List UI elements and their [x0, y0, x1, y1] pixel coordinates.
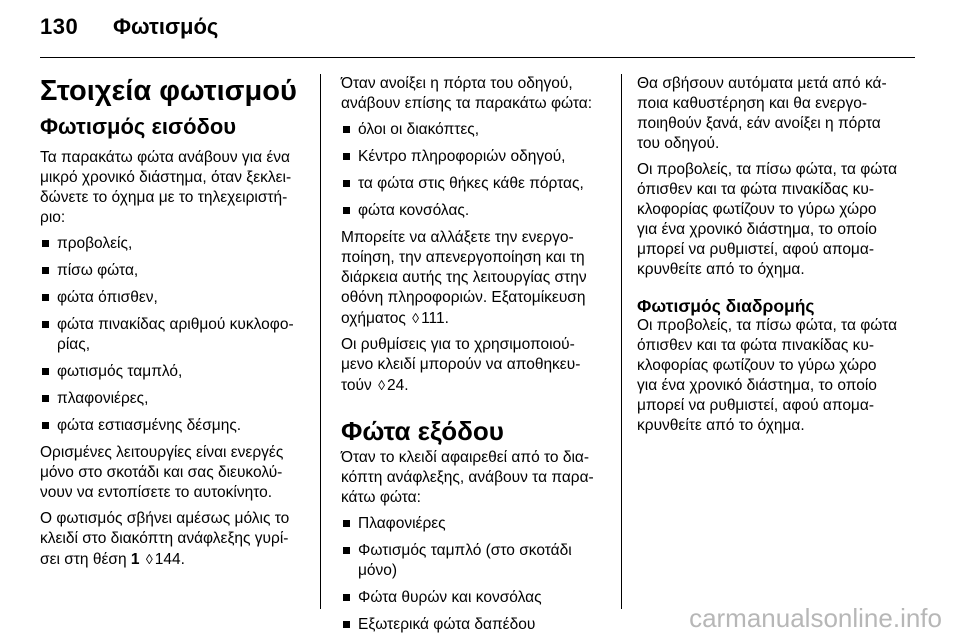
paragraph: Ο φωτισμός σβήνει αμέσως μόλις το κλειδί στο διακόπτη ανάφλεξης γυρί- σει στη θέση 1 ◊ 144. [40, 510, 290, 568]
column-divider [320, 74, 321, 609]
column-2 [341, 74, 603, 642]
list-item: Πλαφονιέρες [341, 514, 603, 534]
page-reference: 24. [386, 377, 409, 394]
bullet-icon [42, 294, 49, 301]
bullet-icon [42, 321, 49, 328]
paragraph: Οι προβολείς, τα πίσω φώτα, τα φώτα όπισθεν και τα φώτα πινακίδας κυ- κλοφορίας φωτίζουν το γύρω χώρο για ένα χρονικό διάστημα, το οποίο μπορεί να ρυθμιστεί, αφού απομα- κρυνθείτε από το όχημα. [637, 317, 898, 434]
subsection-title: Φωτισμός διαδρομής [637, 296, 815, 316]
list-item: Φωτισμός ταμπλό (στο σκοτάδι μόνο) [341, 541, 603, 581]
list-item: προβολείς, [40, 234, 302, 254]
bullet-icon [42, 395, 49, 402]
list-item: φώτα πινακίδας αριθμού κυκλοφο- ρίας, [40, 315, 302, 355]
bullet-icon [343, 621, 350, 628]
running-title: Φωτισμός [113, 14, 219, 39]
paragraph: Όταν το κλειδί αφαιρεθεί από το δια- κόπτη ανάφλεξης, ανάβουν τα παρα- κάτω φώτα: [341, 449, 594, 506]
section-title: Φώτα εξόδου [341, 416, 504, 446]
bullet-icon [343, 207, 350, 214]
list-item: φώτα όπισθεν, [40, 288, 302, 308]
bullet-icon [343, 520, 350, 527]
list-item: τα φώτα στις θήκες κάθε πόρτας, [341, 174, 603, 194]
page-reference: 144. [154, 551, 185, 568]
bullet-icon [42, 422, 49, 429]
paragraph: Θα σβήσουν αυτόματα μετά από κά- ποια καθυστέρηση και θα ενεργο- ποιηθούν ξανά, εάν ανοίξει η πόρτα του οδηγού. [637, 75, 887, 152]
header-rule [40, 57, 915, 58]
paragraph: Οι ρυθμίσεις για το χρησιμοποιού- μενο κλειδί μπορούν να αποθηκευ- τούν ◊ 24. [341, 336, 581, 394]
list-item: Φώτα θυρών και κονσόλας [341, 588, 603, 608]
watermark: carmanualsonline.info [689, 603, 942, 633]
section-title: Στοιχεία φωτισμού [40, 75, 297, 107]
list-item: πλαφονιέρες, [40, 389, 302, 409]
bullet-icon [42, 267, 49, 274]
ignition-position: 1 [130, 551, 140, 568]
list-item: όλοι οι διακόπτες, [341, 120, 603, 140]
column-divider [621, 74, 622, 609]
list-item: πίσω φώτα, [40, 261, 302, 281]
page-reference-icon: ◊ [412, 310, 420, 326]
paragraph: Ορισμένες λειτουργίες είναι ενεργές μόνο στο σκοτάδι και σας διευκολύ- νουν να εντοπίσετε το αυτοκίνητο. [40, 444, 284, 501]
page-reference: 111. [421, 310, 449, 327]
entry-lights-list [40, 234, 302, 436]
door-lights-list [341, 120, 603, 221]
bullet-icon [343, 126, 350, 133]
page-number: 130 [40, 14, 79, 39]
intro-paragraph: Τα παρακάτω φώτα ανάβουν για ένα μικρό χρονικό διάστημα, όταν ξεκλει- δώνετε το όχημα με το τηλεχειριστή- ριο: [40, 149, 292, 226]
bullet-icon [42, 240, 49, 247]
paragraph: Όταν ανοίξει η πόρτα του οδηγού, ανάβουν επίσης τα παρακάτω φώτα: [341, 75, 593, 112]
list-item: φώτα εστιασμένης δέσμης. [40, 416, 302, 436]
bullet-icon [42, 368, 49, 375]
list-item: Εξωτερικά φώτα δαπέδου [341, 615, 603, 635]
exit-lights-list [341, 514, 603, 635]
subsection-title: Φωτισμός εισόδου [40, 114, 237, 139]
page-reference-icon: ◊ [145, 551, 153, 567]
column-3 [637, 74, 905, 442]
bullet-icon [343, 180, 350, 187]
page-reference-icon: ◊ [378, 377, 385, 393]
bullet-icon [343, 547, 350, 554]
paragraph: Οι προβολείς, τα πίσω φώτα, τα φώτα όπισθεν και τα φώτα πινακίδας κυ- κλοφορίας φωτίζουν το γύρω χώρο για ένα χρονικό διάστημα, το οποίο μπορεί να ρυθμιστεί, αφού απομα- κρυνθείτε από το όχημα. [637, 161, 898, 278]
list-item: φωτισμός ταμπλό, [40, 362, 302, 382]
list-item: φώτα κονσόλας. [341, 201, 603, 221]
bullet-icon [343, 153, 350, 160]
bullet-icon [343, 594, 350, 601]
list-item: Κέντρο πληροφοριών οδηγού, [341, 147, 603, 167]
paragraph: Μπορείτε να αλλάξετε την ενεργο- ποίηση, την απενεργοποίηση και τη διάρκεια αυτής της λειτουργίας στην οθόνη πληροφοριών. Εξατομίκευση οχήματος ◊ 111. [341, 229, 587, 327]
column-1 [40, 74, 302, 576]
